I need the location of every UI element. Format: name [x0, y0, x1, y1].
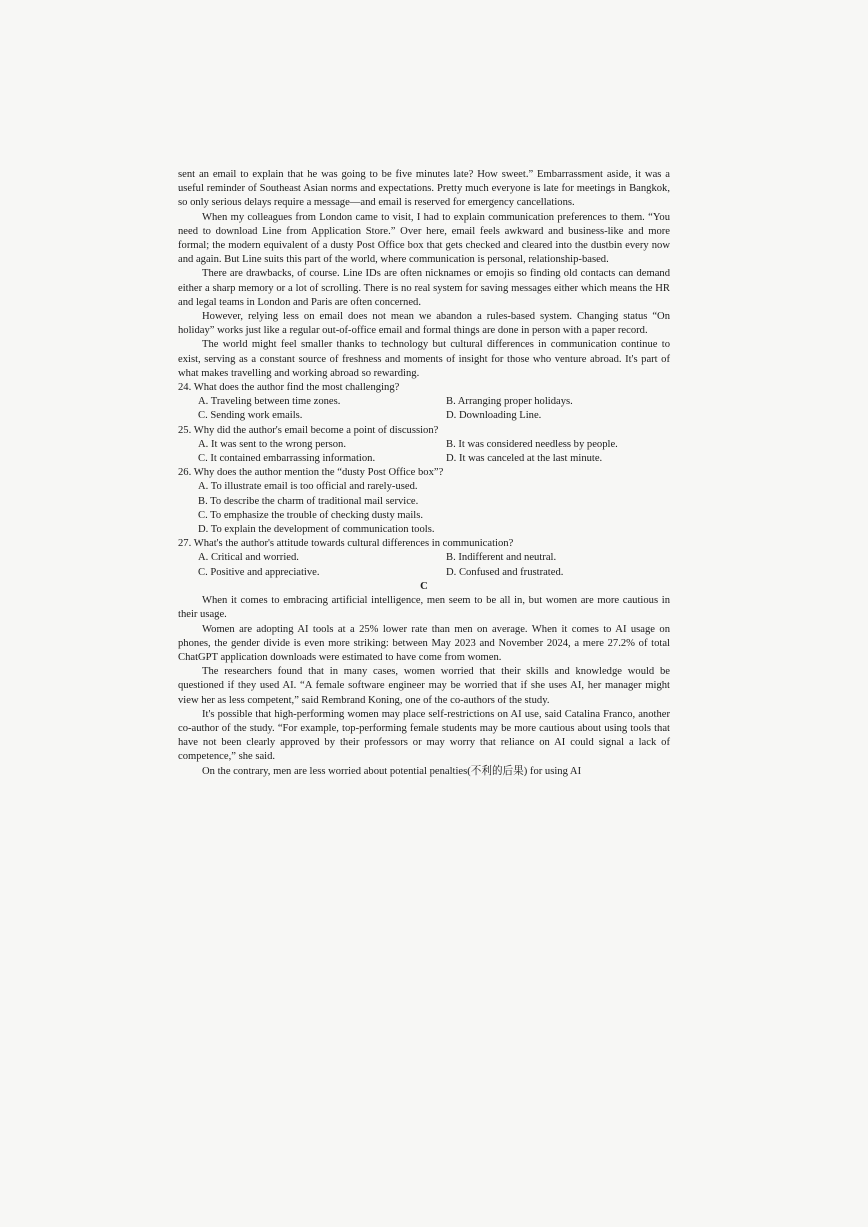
- option-a: A. Traveling between time zones.: [198, 396, 341, 408]
- option-c: C. Sending work emails.: [198, 410, 303, 422]
- option-d: D. It was canceled at the last minute.: [446, 453, 603, 465]
- passage-c-paragraph: It's possible that high-performing women may place self-restrictions on AI use, said Catalina Franco, another co-author of the study. “For example, top-performing female students may be more cautious about using tools that have not been clearly approved by their professors or may worry that reliance on AI could signal a lack of competence,” she said.: [178, 708, 670, 763]
- exam-page: [178, 168, 670, 779]
- question-24: [178, 381, 670, 424]
- option-b: B. Indifferent and neutral.: [446, 552, 557, 564]
- passage-c-paragraph: The researchers found that in many cases, women worried that their skills and knowledge would be questioned if they used AI. “A female software engineer may be worried that if she uses AI, her manager might view her as less competent,” said Rembrand Koning, one of the co-authors of the study.: [178, 666, 670, 706]
- option-b: B. To describe the charm of traditional mail service.: [198, 495, 419, 507]
- passage-c-paragraph: Women are adopting AI tools at a 25% lower rate than men on average. When it comes to AI usage on phones, the gender divide is even more striking: between May 2023 and November 2024, a mere 27.2% of total ChatGPT application downloads were estimated to have come from women.: [178, 623, 670, 663]
- passage-b-paragraph: When my colleagues from London came to visit, I had to explain communication preferences to them. “You need to download Line from Application Store.” Over here, email feels awkward and business-like and more formal; the modern equivalent of a dusty Post Office box that gets checked and cleared into the dustbin every now and again. But Line suits this part of the world, where communication is personal, relationship-based.: [178, 211, 670, 266]
- question-stem: 27. What's the author's attitude towards cultural differences in communication?: [178, 538, 514, 550]
- option-d: D. To explain the development of communication tools.: [198, 524, 435, 536]
- option-c: C. To emphasize the trouble of checking dusty mails.: [198, 509, 424, 521]
- passage-b-paragraph: However, relying less on email does not mean we abandon a rules-based system. Changing status “On holiday” works just like a regular out-of-office email and formal things are done in person with a paper record.: [178, 311, 670, 337]
- option-b: B. It was considered needless by people.: [446, 438, 618, 450]
- passage-b-paragraph: There are drawbacks, of course. Line IDs are often nicknames or emojis so finding old contacts can demand either a sharp memory or a lot of scrolling. There is no real system for saving messages either which means the HR and legal teams in London and Paris are often concerned.: [178, 268, 670, 308]
- option-c: C. It contained embarrassing information.: [198, 453, 376, 465]
- question-25: [178, 424, 670, 467]
- option-d: D. Confused and frustrated.: [446, 566, 564, 578]
- option-a: A. Critical and worried.: [198, 552, 299, 564]
- option-list: [178, 551, 670, 579]
- question-26: [178, 466, 670, 537]
- passage-c-paragraph: On the contrary, men are less worried about potential penalties(不利的后果) for using AI: [202, 765, 582, 777]
- passage-c-paragraph: When it comes to embracing artificial intelligence, men seem to be all in, but women are more cautious in their usage.: [178, 595, 670, 621]
- option-a: A. To illustrate email is too official and rarely-used.: [198, 481, 418, 493]
- option-b: B. Arranging proper holidays.: [446, 396, 573, 408]
- section-heading: C: [420, 580, 428, 592]
- option-d: D. Downloading Line.: [446, 410, 542, 422]
- question-27: [178, 537, 670, 580]
- option-a: A. It was sent to the wrong person.: [198, 438, 346, 450]
- question-stem: 24. What does the author find the most challenging?: [178, 382, 400, 394]
- passage-b-paragraph: The world might feel smaller thanks to technology but cultural differences in communication continue to exist, serving as a constant source of freshness and moments of insight for those who venture abroad. It's part of what makes travelling and working abroad so rewarding.: [178, 339, 670, 379]
- passage-b-paragraph: sent an email to explain that he was going to be five minutes late? How sweet.” Embarrassment aside, it was a useful reminder of Southeast Asian norms and expectations. Pretty much everyone is late for meetings in Bangkok, so only serious delays require a message—and email is reserved for emergency cancellations.: [178, 169, 670, 209]
- option-list: [178, 395, 670, 423]
- option-list: [178, 438, 670, 466]
- question-stem: 26. Why does the author mention the “dusty Post Office box”?: [178, 467, 444, 479]
- option-c: C. Positive and appreciative.: [198, 566, 320, 578]
- question-stem: 25. Why did the author's email become a point of discussion?: [178, 424, 439, 436]
